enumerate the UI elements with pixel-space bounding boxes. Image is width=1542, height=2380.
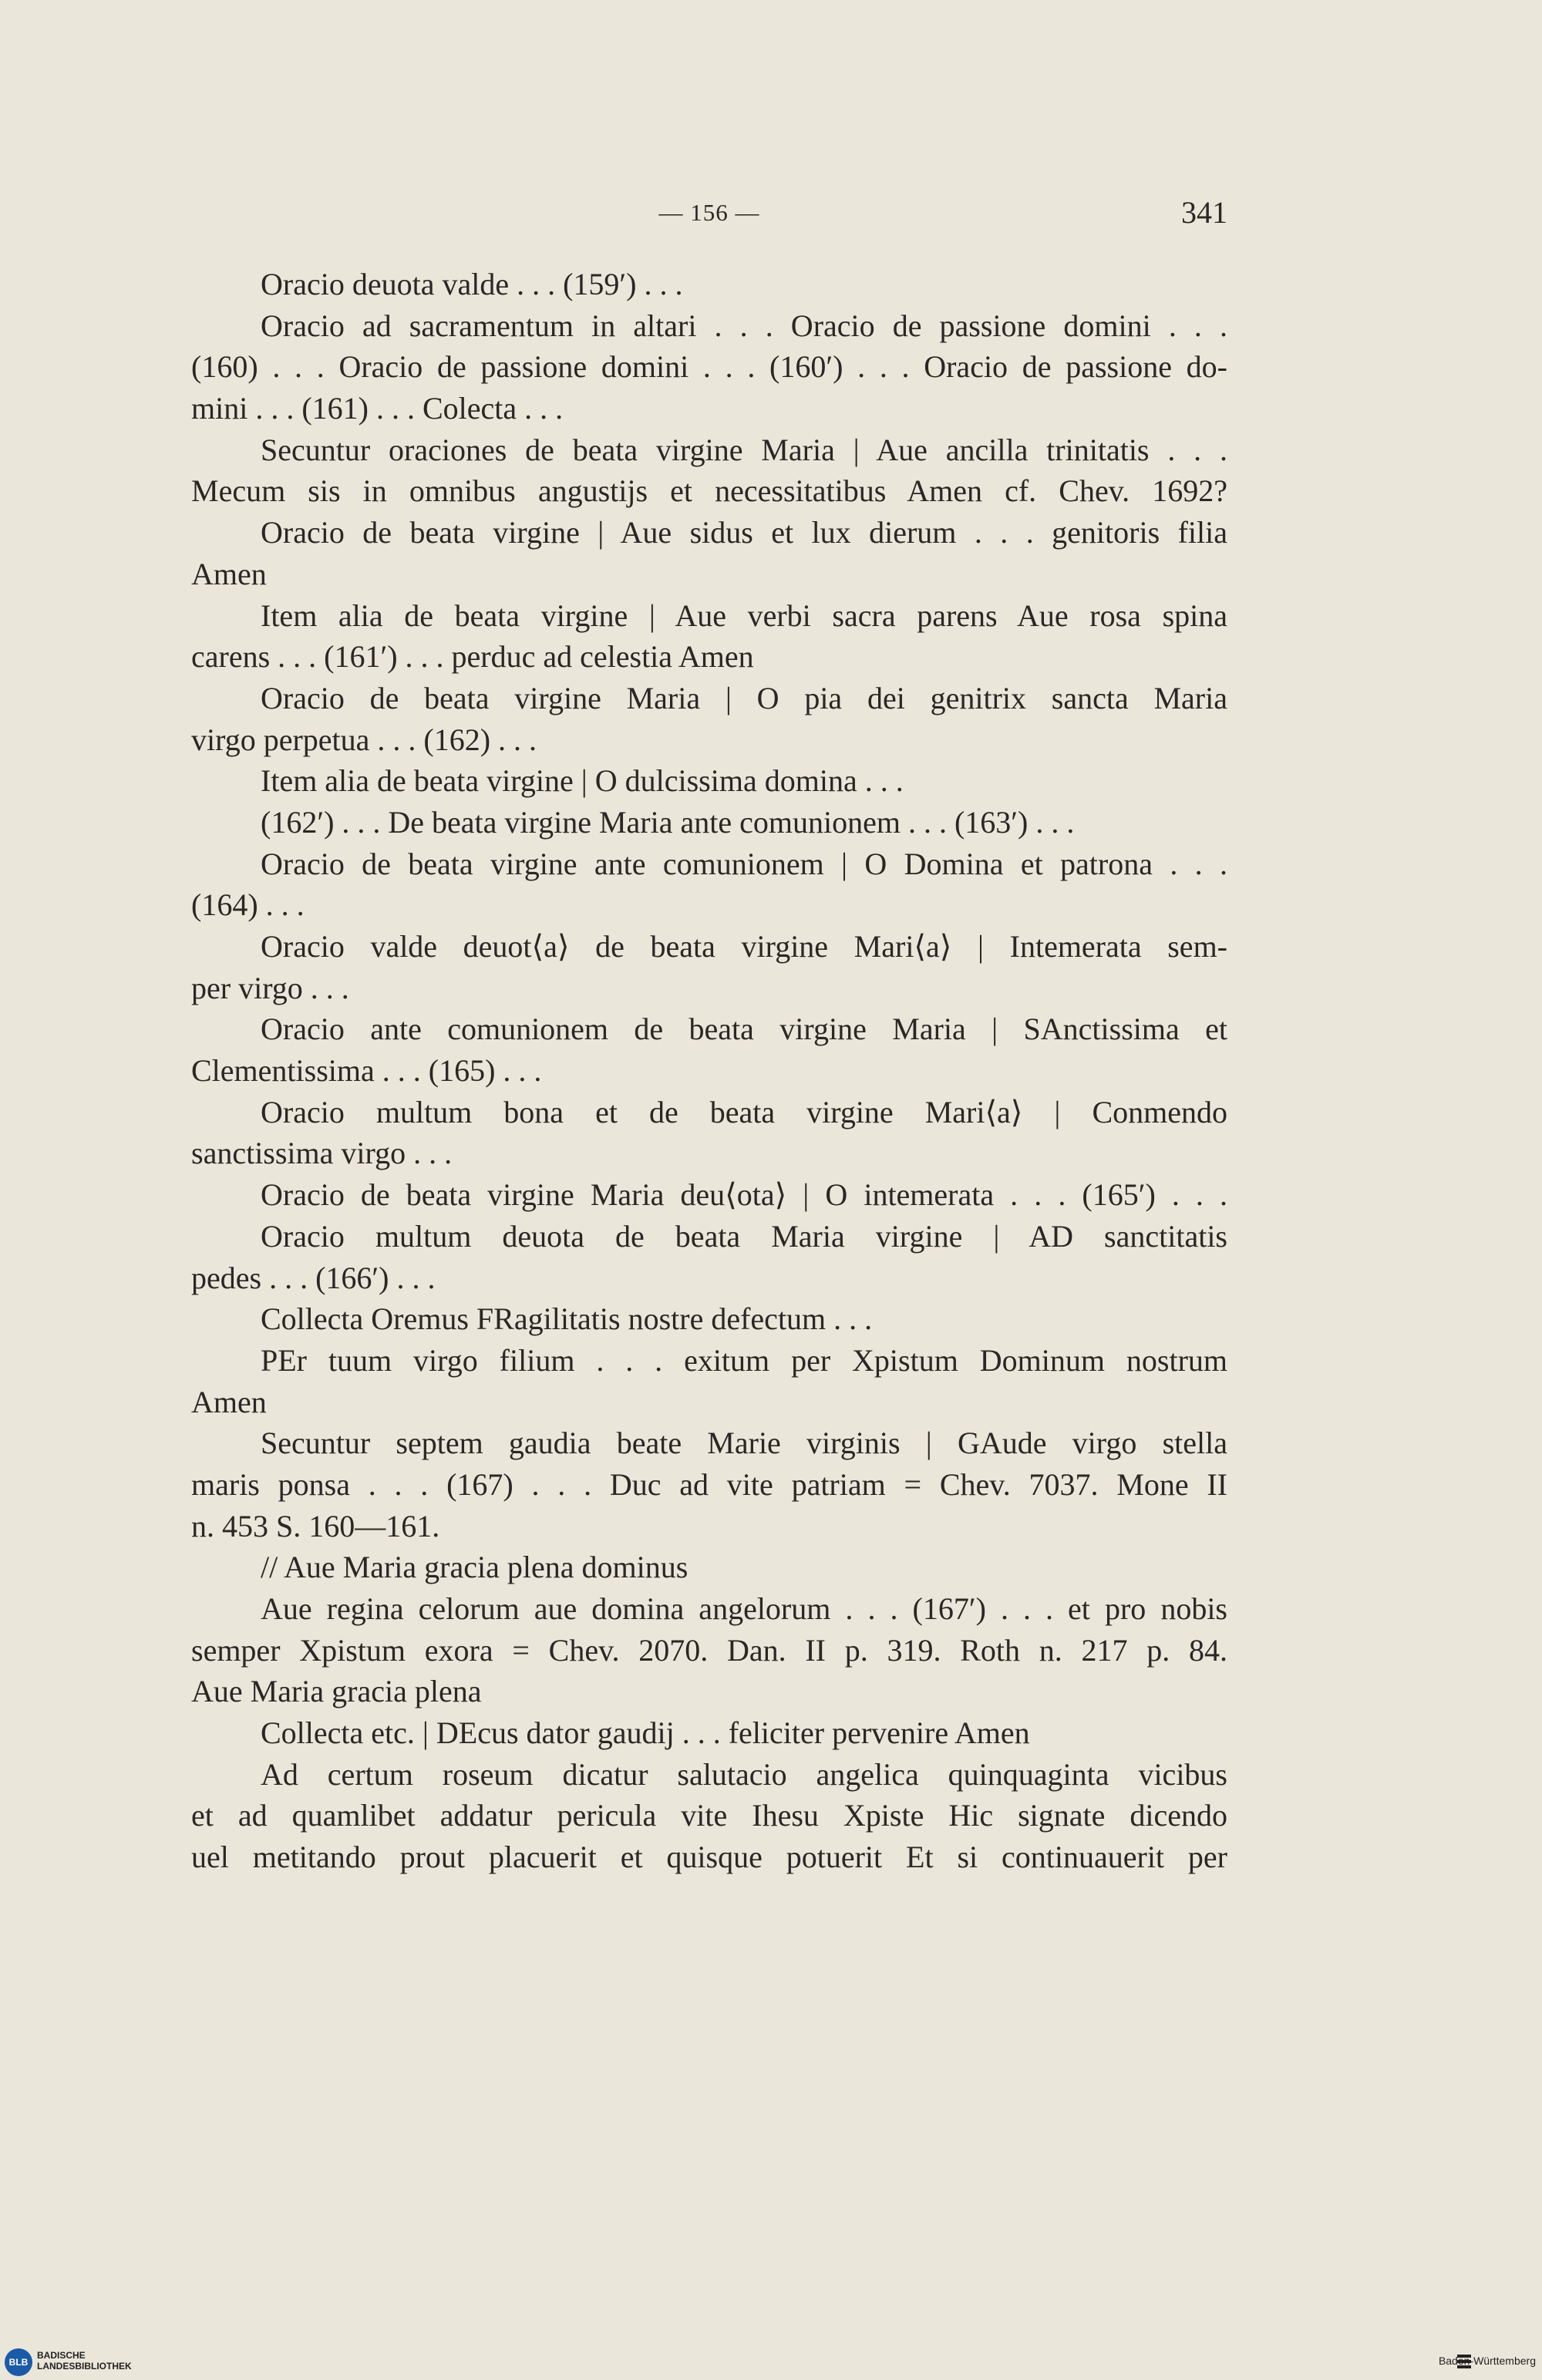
text-line: Oracio multum bona et de beata virgine Mari⟨a⟩ | Conmendo (261, 1094, 1227, 1129)
text-line: uel metitando prout placuerit et quisque potuerit Et si continuauerit per (191, 1840, 1227, 1875)
text-line: PEr tuum virgo filium . . . exitum per Xpistum Dominum nostrum (261, 1342, 1227, 1378)
text-line: Item alia de beata virgine | Aue verbi sacra parens Aue rosa spina (261, 598, 1227, 633)
footer-bar (0, 2344, 1542, 2380)
folio-number: — 156 — (658, 199, 760, 226)
text-line: Oracio valde deuot⟨a⟩ de beata virgine Mari⟨a⟩ | Intemerata sem- (261, 929, 1227, 964)
text-line: Oracio de beata virgine | Aue sidus et lux dierum . . . genitoris filia (261, 515, 1227, 550)
text-line: virgo perpetua . . . (162) . . . (191, 722, 537, 757)
text-line: Oracio multum deuota de beata Maria virgine | AD sanctitatis (261, 1218, 1227, 1254)
text-line: Item alia de beata virgine | O dulcissima domina . . . (261, 763, 904, 799)
text-line: Clementissima . . . (165) . . . (191, 1053, 542, 1089)
body-text (191, 264, 1227, 1878)
text-line: Aue Maria gracia plena (191, 1674, 482, 1709)
text-line: Oracio de beata virgine ante comunionem | O Domina et patrona . . . (261, 846, 1227, 881)
text-line: Oracio de beata virgine Maria deu⟨ota⟩ | O intemerata . . . (165′) . . . (261, 1177, 1227, 1213)
text-line: Mecum sis in omnibus angustijs et necessitatibus Amen cf. Chev. 1692? (191, 473, 1227, 509)
text-line: Oracio ad sacramentum in altari . . . Oracio de passione domini . . . (261, 308, 1227, 343)
text-line: Collecta Oremus FRagilitatis nostre defectum . . . (261, 1301, 873, 1337)
text-line: Secuntur septem gaudia beate Marie virginis | GAude virgo stella (261, 1426, 1227, 1461)
text-line: Collecta etc. | DEcus dator gaudij . . . feliciter pervenire Amen (261, 1715, 1030, 1751)
text-line: // Aue Maria gracia plena dominus (261, 1550, 689, 1585)
page-number: 341 (1181, 195, 1227, 230)
text-line: Secuntur oraciones de beata virgine Maria | Aue ancilla trinitatis . . . (261, 432, 1227, 467)
text-line: Oracio de beata virgine Maria | O pia dei genitrix sancta Maria (261, 680, 1227, 715)
library-name (37, 2350, 132, 2372)
text-line: maris ponsa . . . (167) . . . Duc ad vite patriam = Chev. 7037. Mone II (191, 1466, 1227, 1502)
text-line: semper Xpistum exora = Chev. 2070. Dan. II p. 319. Roth n. 217 p. 84. (191, 1632, 1227, 1668)
text-line: (164) . . . (191, 887, 305, 923)
text-line: mini . . . (161) . . . Colecta . . . (191, 391, 564, 426)
text-line: (160) . . . Oracio de passione domini . . . (160′) . . . Oracio de passione do- (191, 349, 1227, 385)
text-line: n. 453 S. 160—161. (191, 1508, 440, 1543)
text-line: Amen (191, 556, 267, 591)
library-name-line2: LANDESBIBLIOTHEK (37, 2361, 132, 2372)
library-name-line1: BADISCHE (37, 2350, 86, 2361)
text-line: Aue regina celorum aue domina angelorum . . . (167′) . . . et pro nobis (261, 1591, 1227, 1626)
text-line: pedes . . . (166′) . . . (191, 1260, 436, 1295)
text-line: carens . . . (161′) . . . perduc ad celestia Amen (191, 639, 754, 675)
text-line: et ad quamlibet addatur pericula vite Ihesu Xpiste Hic signate dicendo (191, 1798, 1227, 1833)
text-line: Oracio ante comunionem de beata virgine Maria | SAnctissima et (261, 1012, 1227, 1047)
running-header (191, 195, 1227, 245)
text-line: Amen (191, 1384, 267, 1419)
text-line: (162′) . . . De beata virgine Maria ante comunionem . . . (163′) . . . (261, 804, 1075, 840)
state-name: Baden-Württemberg (1438, 2355, 1536, 2367)
text-line: Ad certum roseum dicatur salutacio angelica quinquaginta vicibus (261, 1756, 1227, 1792)
text-line: Oracio deuota valde . . . (159′) . . . (261, 267, 683, 301)
text-line: per virgo . . . (191, 970, 349, 1005)
blb-logo-icon: BLB (5, 2348, 32, 2376)
text-line: sanctissima virgo . . . (191, 1136, 453, 1171)
